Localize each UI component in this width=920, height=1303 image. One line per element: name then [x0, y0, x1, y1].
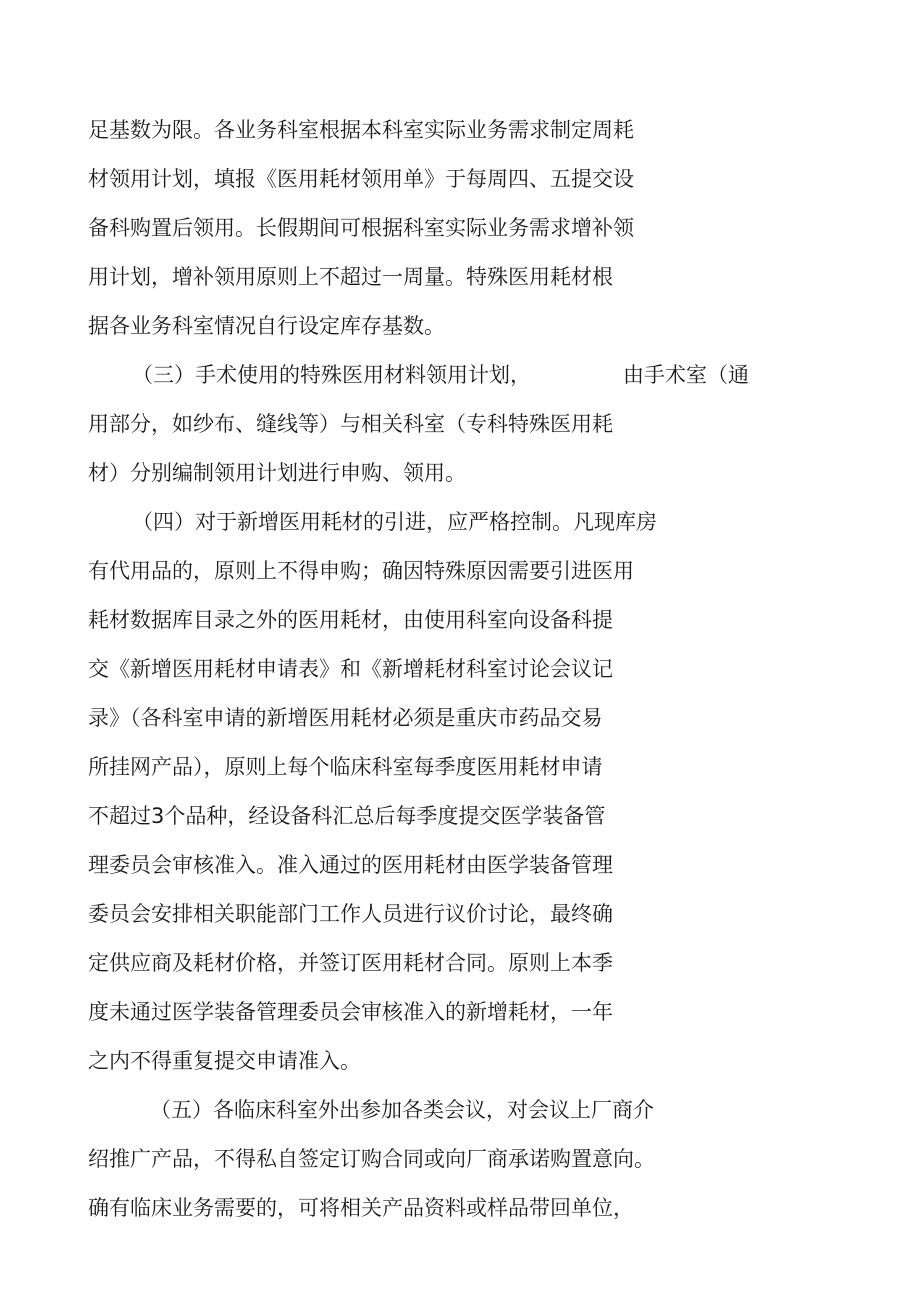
text-line: 耗材数据库目录之外的医用耗材，由使用科室向设备科提: [88, 608, 613, 632]
text-line: 据各业务科室情况自行设定库存基数。: [88, 314, 445, 338]
text-line: 确有临床业务需要的，可将相关产品资料或样品带回单位，: [88, 1196, 634, 1220]
text-line: 定供应商及耗材价格，并签订医用耗材合同。原则上本季: [88, 951, 613, 975]
text-line: 度未通过医学装备管理委员会审核准入的新增耗材，一年: [88, 1000, 613, 1024]
section-four-heading-line: （四）对于新增医用耗材的引进，应严格控制。凡现库房: [132, 510, 657, 534]
text-line: 理委员会审核准入。准入通过的医用耗材由医学装备管理: [88, 853, 613, 877]
text-line: 用部分，如纱布、缝线等）与相关科室（专科特殊医用耗: [88, 412, 613, 436]
text-line: 录》（各科室申请的新增医用耗材必须是重庆市药品交易: [88, 706, 603, 730]
section-three-heading-line: [132, 362, 749, 388]
text-line: 材）分别编制领用计划进行申购、领用。: [88, 461, 466, 485]
text-line: 材领用计划，填报《医用耗材领用单》于每周四、五提交设: [88, 167, 634, 191]
text-line: 交《新增医用耗材申请表》和《新增耗材科室讨论会议记: [88, 657, 613, 681]
text-line: 足基数为限。各业务科室根据本科室实际业务需求制定周耗: [88, 118, 634, 142]
text-line: 不超过3个品种，经设备科汇总后每季度提交医学装备管: [88, 804, 606, 828]
text-line: 用计划，增补领用原则上不超过一周量。特殊医用耗材根: [88, 265, 613, 289]
section-three-lead: （三）手术使用的特殊医用材料领用计划，: [132, 363, 531, 387]
text-line: 有代用品的，原则上不得申购；确因特殊原因需要引进医用: [88, 559, 634, 583]
text-line: 委员会安排相关职能部门工作人员进行议价讨论，最终确: [88, 902, 613, 926]
text-line: 所挂网产品），原则上每个临床科室每季度医用耗材申请: [88, 755, 603, 779]
text-line: 备科购置后领用。长假期间可根据科室实际业务需求增补领: [88, 216, 634, 240]
section-five-heading-line: （五）各临床科室外出参加各类会议，对会议上厂商介: [150, 1098, 654, 1122]
text-line: 绍推广产品，不得私自签定订购合同或向厂商承诺购置意向。: [88, 1147, 655, 1171]
text-line: 之内不得重复提交申请准入。: [88, 1049, 361, 1073]
section-three-continuation: 由手术室（通: [623, 363, 749, 387]
